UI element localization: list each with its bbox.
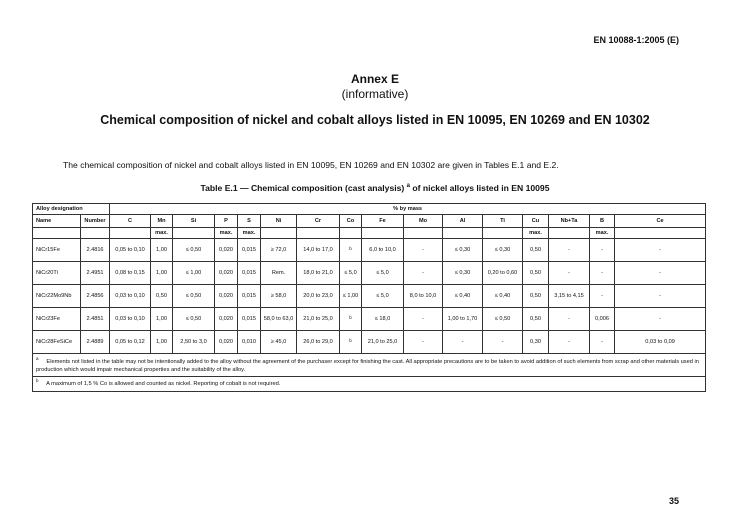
cell-ni: ≥ 58,0 [261,285,297,308]
cell-nbta: - [549,331,590,354]
cell-name: NiCr23Fe [33,308,81,331]
cell-fe: ≤ 5,0 [362,285,404,308]
cell-mo: 8,0 to 10,0 [404,285,443,308]
cell-ce: 0,03 to 0,09 [615,331,706,354]
cell-al: ≤ 0,40 [443,285,483,308]
footnote-a-text: Elements not listed in the table may not be intentionally added to the alloy without the agreement of the purchaser except for finishing the cast. All appropriate precautions are to be taken to avoid addition of such elements from scrap and other materials used in production which would impair mechanical properties and the suitability of the alloy. [36,358,699,373]
cell-fe: 21,0 to 25,0 [362,331,404,354]
max-label-cu: max. [523,228,549,239]
col-header-ni: Ni [261,215,297,228]
cell-co [340,331,362,354]
cell-number: 2.4851 [81,308,110,331]
cell-p: 0,020 [215,239,238,262]
cell-b: - [590,262,615,285]
table-row [33,308,706,331]
cell-cr: 20,0 to 23,0 [297,285,340,308]
composition-table [32,203,706,392]
cell-mo: - [404,262,443,285]
max-cell-empty [615,228,706,239]
max-cell-empty [261,228,297,239]
max-cell-empty [443,228,483,239]
cell-cu: 0,30 [523,331,549,354]
annex-type: (informative) [341,87,409,101]
annex-label: Annex E [350,72,399,86]
footnote-a-mark: a [36,356,39,361]
col-header-nbta: Nb+Ta [549,215,590,228]
max-cell-empty [81,228,110,239]
cell-mn: 1,00 [151,239,173,262]
cell-co [340,308,362,331]
cell-si: ≤ 0,50 [173,239,215,262]
cell-mo: - [404,331,443,354]
col-header-al: Al [443,215,483,228]
cell-mn: 1,00 [151,331,173,354]
cell-cr: 14,0 to 17,0 [297,239,340,262]
cell-cu: 0,50 [523,239,549,262]
max-label-b: max. [590,228,615,239]
col-header-mo: Mo [404,215,443,228]
footnote-ref-b: b [349,314,352,320]
col-header-number: Number [81,215,110,228]
cell-p: 0,020 [215,308,238,331]
cell-b: 0,006 [590,308,615,331]
footnote-a-row [33,354,706,377]
cell-number: 2.4816 [81,239,110,262]
cell-si: ≤ 0,50 [173,285,215,308]
cell-s: 0,015 [238,262,261,285]
max-cell-empty [483,228,523,239]
max-label-s: max. [238,228,261,239]
max-cell-empty [110,228,151,239]
max-cell-empty [362,228,404,239]
cell-nbta: - [549,239,590,262]
cell-b: - [590,285,615,308]
table-row [33,239,706,262]
annex-title: Chemical composition of nickel and cobalt alloys listed in EN 10095, EN 10269 and EN 10302 [100,113,650,127]
footnote-ref-b: b [349,245,352,251]
cell-ni: 58,0 to 63,0 [261,308,297,331]
max-cell-empty [297,228,340,239]
col-header-ti: Ti [483,215,523,228]
header-row-max [33,228,706,239]
max-cell-empty [404,228,443,239]
col-header-name: Name [33,215,81,228]
cell-ti: ≤ 0,50 [483,308,523,331]
cell-ce: - [615,308,706,331]
max-label-p: max. [215,228,238,239]
table-title-pre: Table E.1 — Chemical composition (cast analysis) [200,183,405,193]
col-header-c: C [110,215,151,228]
cell-co: ≤ 5,0 [340,262,362,285]
footnote-b-row [33,377,706,392]
footnote-b-mark: b [36,378,39,384]
cell-co: ≤ 1,00 [340,285,362,308]
percent-by-mass-header: % by mass [110,204,706,215]
cell-nbta: - [549,308,590,331]
cell-name: NiCr22Mo9Nb [33,285,81,308]
cell-ni: Rem. [261,262,297,285]
header-row-columns [33,215,706,228]
cell-b: - [590,239,615,262]
cell-p: 0,020 [215,331,238,354]
cell-c: 0,05 to 0,12 [110,331,151,354]
footnote-a [33,354,706,377]
cell-number: 2.4889 [81,331,110,354]
footnote-ref-b: b [349,337,352,343]
table-row [33,331,706,354]
cell-co [340,239,362,262]
max-cell-empty [173,228,215,239]
col-header-s: S [238,215,261,228]
cell-ni: ≥ 72,0 [261,239,297,262]
cell-name: NiCr15Fe [33,239,81,262]
cell-nbta: 3,15 to 4,15 [549,285,590,308]
cell-s: 0,015 [238,239,261,262]
cell-fe: ≤ 5,0 [362,262,404,285]
cell-ti: ≤ 0,40 [483,285,523,308]
footnote-b [33,377,706,392]
table-title-footnote-mark: a [406,183,410,190]
col-header-mn: Mn [151,215,173,228]
table-row [33,285,706,308]
cell-al: 1,00 to 1,70 [443,308,483,331]
cell-s: 0,015 [238,285,261,308]
cell-al: - [443,331,483,354]
col-header-si: Si [173,215,215,228]
table-title [0,183,750,193]
cell-cr: 18,0 to 21,0 [297,262,340,285]
col-header-p: P [215,215,238,228]
cell-cu: 0,50 [523,285,549,308]
col-header-cu: Cu [523,215,549,228]
cell-si: ≤ 1,00 [173,262,215,285]
cell-name: NiCr20Ti [33,262,81,285]
cell-ce: - [615,285,706,308]
cell-ce: - [615,239,706,262]
cell-c: 0,03 to 0,10 [110,285,151,308]
col-header-b: B [590,215,615,228]
cell-number: 2.4951 [81,262,110,285]
cell-mn: 0,50 [151,285,173,308]
max-label-mn: max. [151,228,173,239]
cell-c: 0,05 to 0,10 [110,239,151,262]
cell-al: ≤ 0,30 [443,239,483,262]
footnote-b-text: A maximum of 1,5 % Co is allowed and counted as nickel. Reporting of cobalt is not required. [46,381,281,388]
cell-si: ≤ 0,50 [173,308,215,331]
table-title-post: of nickel alloys listed in EN 10095 [412,183,550,193]
cell-ti: 0,20 to 0,60 [483,262,523,285]
cell-mo: - [404,239,443,262]
header-row-groups [33,204,706,215]
cell-fe: ≤ 18,0 [362,308,404,331]
cell-p: 0,020 [215,262,238,285]
col-header-cr: Cr [297,215,340,228]
max-cell-empty [340,228,362,239]
intro-paragraph: The chemical composition of nickel and cobalt alloys listed in EN 10095, EN 10269 and EN 10302 are given in Tables E.1 and E.2. [63,160,559,170]
cell-b: - [590,331,615,354]
cell-cu: 0,50 [523,262,549,285]
cell-fe: 6,0 to 10,0 [362,239,404,262]
cell-s: 0,010 [238,331,261,354]
page-number: 35 [668,496,679,506]
cell-name: NiCr28FeSiCe [33,331,81,354]
cell-c: 0,03 to 0,10 [110,308,151,331]
cell-al: ≤ 0,30 [443,262,483,285]
cell-p: 0,020 [215,285,238,308]
cell-si: 2,50 to 3,0 [173,331,215,354]
cell-ce: - [615,262,706,285]
max-cell-empty [33,228,81,239]
cell-cr: 26,0 to 29,0 [297,331,340,354]
alloy-designation-header: Alloy designation [33,204,110,215]
cell-cr: 21,0 to 25,0 [297,308,340,331]
col-header-ce: Ce [615,215,706,228]
max-cell-empty [549,228,590,239]
cell-c: 0,08 to 0,15 [110,262,151,285]
table-row [33,262,706,285]
cell-mn: 1,00 [151,308,173,331]
cell-s: 0,015 [238,308,261,331]
cell-ti: ≤ 0,30 [483,239,523,262]
cell-mo: - [404,308,443,331]
cell-ni: ≥ 45,0 [261,331,297,354]
cell-cu: 0,50 [523,308,549,331]
cell-nbta: - [549,262,590,285]
cell-number: 2.4856 [81,285,110,308]
col-header-co: Co [340,215,362,228]
col-header-fe: Fe [362,215,404,228]
standard-reference: EN 10088-1:2005 (E) [593,35,679,45]
cell-ti: - [483,331,523,354]
cell-mn: 1,00 [151,262,173,285]
